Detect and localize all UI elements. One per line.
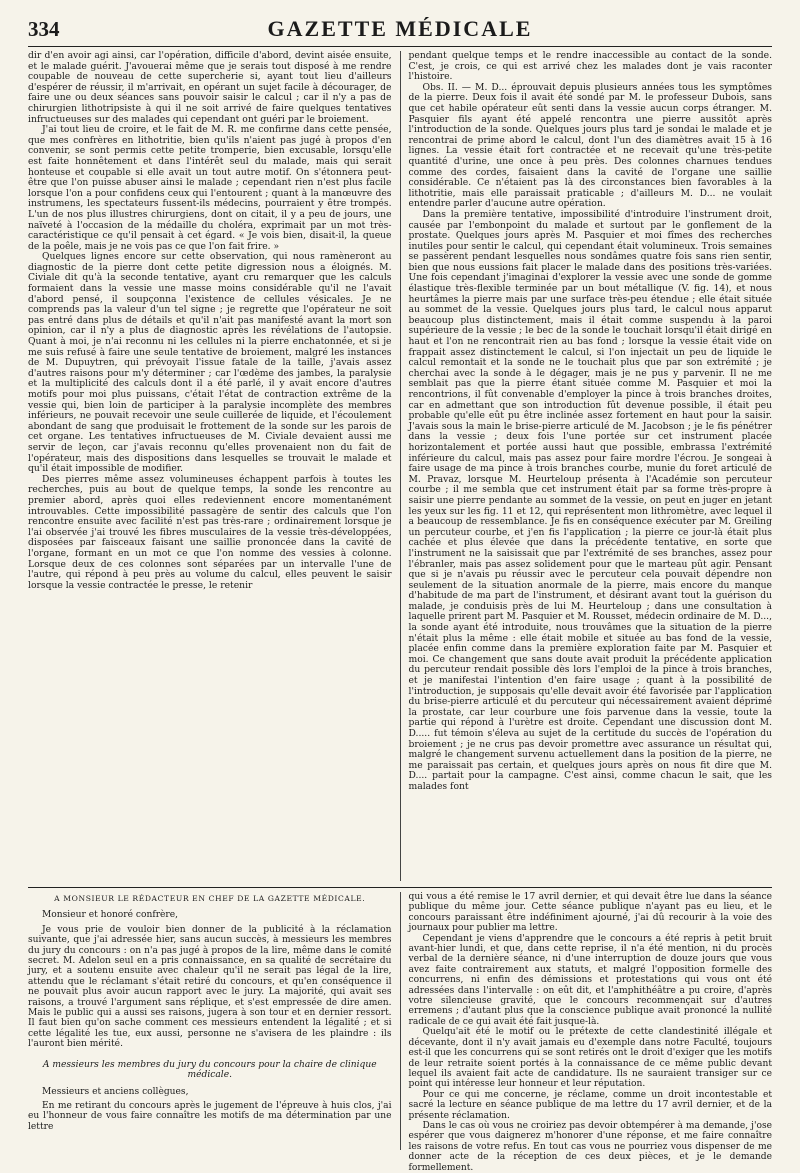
section-divider: [28, 887, 772, 888]
paragraph: Cependant je viens d'apprendre que le concours a été repris à petit bruit avant-hier lundi, et que, dans cette reprise, il n'a été mention, ni du procès verbal de la dernière séance, ni d'une interruption de douze jours que vous avez faite contrairement aux statuts, et malgré l'opposition formelle des concurrens, ni enfin des démissions et protestations qui vous ont été adressées dans l'intervalle : on eût dit, et l'amphithéâtre a pu croire, d'après votre silencieuse gravité, que le concours recommençait sur d'autres erremens ; d'autant plus que la conscience publique avait prononcé la nullité radicale de ce qui avait été fait jusque-là.: [408, 933, 772, 1027]
paragraph: Quelques lignes encore sur cette observation, qui nous ramèneront au diagnostic de la pierre dont cette petite digression nous a éloignés. M. Civiale dit qu'à la seconde tentative, ayant cru remarquer que les calculs formaient dans la vessie une masse moins considérable qu'il ne l'avait d'abord pensé, il soupçonna l'existence de cellules vésicales. Je ne comprends pas la valeur d'un tel signe ; je regrette que l'opérateur ne soit pas entré dans plus de détails et qu'il n'ait pas manifesté avant la mort son opinion, car il n'y a plus de diagnostic après les révélations de l'autopsie. Quant à moi, je n'ai reconnu ni les cellules ni la pierre enchatonnée, et si je me suis refusé à faire une seule tentative de broiement, malgré les instances de M. Dupuytren, qui prévoyait l'issue fatale de la taille, j'avais assez d'autres raisons pour m'y déterminer ; car l'œdème des jambes, la paralysie et la multiplicité des calculs dont il a été parlé, il y avait encore d'autres motifs pour moi plus puissans, c'était l'état de contraction extrême de la vessie qui, bien loin de participer à la paralysie incomplète des membres inférieurs, ne pouvait recevoir une seule cuillerée de liquide, et l'écoulement abondant de sang que produisait le frottement de la sonde sur les parois de cet organe. Les tentatives infructueuses de M. Civiale devaient aussi me servir de leçon, car j'avais reconnu qu'elles provenaient non du fait de l'opérateur, mais des dispositions dans lesquelles se trouvait le malade et qu'il était impossible de modifier.: [28, 251, 392, 475]
letters-section: [28, 892, 772, 1173]
paragraph: qui vous a été remise le 17 avril dernier, et qui devait être lue dans la séance publique du même jour. Cette séance publique n'ayant pas eu lieu, et le concours paraissant être indéfiniment ajourné, j'ai dû recourir à la voie des journaux pour publier ma lettre.: [408, 892, 772, 934]
salutation: Monsieur et honoré confrère,: [42, 910, 179, 921]
column-divider: [400, 51, 401, 881]
letter-title: A messieurs les membres du jury du concours pour la chaire de clinique médicale.: [42, 1059, 377, 1081]
page-number: 334: [28, 17, 60, 41]
paragraph: Pour ce qui me concerne, je réclame, comme un droit incontestable et sacré la lecture en séance publique de ma lettre du 17 avril dernier, et de la présente réclamation.: [408, 1089, 772, 1121]
right-column: [409, 51, 773, 881]
paragraph: Dans le cas où vous ne croiriez pas devoir obtempérer à ma demande, j'ose espérer que vous daignerez m'honorer d'une réponse, et me faire connaître les raisons de votre refus. En tout cas vous ne pourriez vous dispenser de me donner acte de la réception de ces deux pièces, et je le demande formellement.: [408, 1120, 772, 1173]
paragraph: Quelqu'ait été le motif ou le prétexte de cette clandestinité illégale et décevante, dont il n'y avait jamais eu d'exemple dans notre Faculté, toujours est-il que les concurrens qui se sont retirés ont le droit d'exiger que les motifs de leur retraite soient portés à la connaissance de ce même public devant lequel ils avaient fait acte de candidature. Ils ne sauraient transiger sur ce point qui intéresse leur honneur et leur réputation.: [408, 1027, 772, 1090]
left-column: [28, 51, 392, 881]
letter-heading: A MONSIEUR LE RÉDACTEUR EN CHEF DE LA GAZETTE MÉDICALE.: [54, 894, 366, 903]
column-divider: [400, 892, 401, 1150]
paragraph: Je vous prie de vouloir bien donner de la publicité à la réclamation suivante, que j'ai adressée hier, sans aucun succès, à messieurs les membres du jury du concours : on n'a pas jugé à propos de la lire, même dans le comité secret. M. Adelon seul en a pris connaissance, en sa qualité de secrétaire du jury, et a soutenu ensuite avec chaleur qu'il ne serait pas légal de la lire, attendu que le réclamant s'était retiré du concours, et qu'en conséquence il ne pouvait plus avoir aucun rapport avec le jury. La majorité, qui avait ses raisons, a trouvé l'argument sans réplique, et s'est empressée de dire amen. Mais le public qui a aussi ses raisons, jugera à son tour et en dernier ressort. Il faut bien qu'on sache comment ces messieurs entendent la légalité ; et si cette légalité les tue, eux aussi, personne ne s'avisera de les plaindre : ils l'auront bien mérité.: [28, 924, 392, 1050]
paragraph: dir d'en avoir agi ainsi, car l'opération, difficile d'abord, devint aisée ensuite, et le malade guérit. J'avouerai même que je serais tout disposé à me rendre coupable de nouveau de cette supercherie si, ayant tout lieu d'ailleurs d'espérer de réussir, il m'arrivait, en opérant un sujet facile à décourager, de faire une ou deux séances sans pouvoir saisir le calcul ; car il n'y a pas de chirurgien lithotripsiste à qui il ne soit arrivé de faire quelques tentatives infructueuses sur des malades qui cependant ont guéri par le broiement.: [28, 50, 392, 125]
paragraph: Dans la première tentative, impossibilité d'introduire l'instrument droit, causée par l'embonpoint du malade et surtout par le gonflement de la prostate. Quelques jours après M. Pasquier et moi fîmes des recherches inutiles pour sentir le calcul, qui cependant était volumineux. Trois semaines se passèrent pendant lesquelles nous sondâmes quatre fois sans rien sentir, bien que nous eussions fait placer le malade dans des positions très-variées. Une fois cependant j'imaginai d'explorer la vessie avec une sonde de gomme élastique très-flexible terminée par un bout métallique (V. fig. 14), et nous heurtâmes la pierre mais par une surface très-peu étendue ; elle était située au sommet de la vessie. Quelques jours plus tard, le calcul nous apparut beaucoup plus distinctement, mais il était comme suspendu à la paroi supérieure de la vessie ; le bec de la sonde le touchait lorsqu'il était dirigé en haut et l'on ne rencontrait rien au bas fond ; lorsque la vessie était vide on frappait assez distinctement le calcul, si l'on injectait un peu de liquide le calcul remontait et la sonde ne le touchait plus que par son extrémité ; je cherchai avec la sonde à le dégager, mais je ne pus y parvenir. Il ne me semblait pas que la pierre étant située comme M. Pasquier et moi la rencontrions, il fût convenable d'employer la pince à trois branches droites, car en admettant que son introduction fût devenue possible, il était peu probable qu'elle eût pu être inclinée assez fortement en haut pour la saisir. J'avais sous la main le brise-pierre articulé de M. Jacobson ; je le fis pénétrer dans la vessie ; deux fois l'une portée sur cet instrument placée horizontalement et portée aussi haut que possible, embrassa l'extrémité inférieure du calcul, mais pas assez pour faire mordre l'écrou. Je songeai à faire usage de ma pince à trois branches courbe, munie du foret articulé de M. Pravaz, lorsque M. Heurteloup présenta à l'Académie son percuteur courbe ; il me sembla que cet instrument était par sa forme très-propre à saisir une pierre pendante au sommet de la vessie, on peut en juger en jetant les yeux sur les fig. 11 et 12, qui représentent mon lithromètre, avec lequel il a beaucoup de ressemblance. Je fis en conséquence exécuter par M. Greiling un percuteur courbe, et j'en fis l'application ; la pierre ce jour-là était plus cachée et plus élevée que dans la précédente tentative, en sorte que l'instrument ne la saisissait que par l'extrémité de ses branches, assez pour l'ébranler, mais pas assez solidement pour que le marteau pût agir. Pensant que si je n'avais pu réussir avec le percuteur cela pouvait dépendre non seulement de la situation anormale de la pierre, mais encore du manque d'habitude de ma part de l'instrument, et désirant avant tout la guérison du malade, je conduisis près de lui M. Heurteloup ; dans une consultation à laquelle prirent part M. Pasquier et M. Rousset, médecin ordinaire de M. D..., la sonde ayant été introduite, nous trouvâmes que la situation de la pierre n'était plus la même : elle était mobile et située au bas fond de la vessie, placée enfin comme dans la première exploration faite par M. Pasquier et moi. Ce changement que sans doute avait produit la précédente application du percuteur rendait possible dès lors l'emploi de la pince à trois branches, et je manifestai l'intention d'en faire usage ; quant à la possibilité de l'introduction, je supposais qu'elle devait avoir été favorisée par l'application du brise-pierre articulé et du percuteur qui nécessairement avaient déprimé la prostate, car leur courbure une fois parvenue dans la vessie, toute la partie qui répond à l'urètre est droite. Cependant une discussion dont M. D..... fut témoin s'éleva au sujet de la certitude du succès de l'opération du broiement ; je ne crus pas devoir promettre avec assurance un résultat qui, malgré le changement survenu actuellement dans la position de la pierre, ne me paraissait pas certain, et quelques jours après on nous fit dire que M. D.... partait pour la campagne. C'est ainsi, comme chacun le sait, que les malades font: [408, 208, 772, 792]
journal-title: GAZETTE MÉDICALE: [267, 16, 533, 41]
letter-right-column: [408, 892, 773, 1173]
paragraph: pendant quelque temps et le rendre inaccessible au contact de la sonde. C'est, je crois, ce qui est arrivé chez les malades dont je vais raconter l'histoire.: [408, 50, 772, 83]
main-article: [28, 51, 772, 881]
paragraph: J'ai tout lieu de croire, et le fait de M. R. me confirme dans cette pensée, que mes confrères en lithotritie, bien qu'ils n'aient pas jugé à propos d'en convenir, se sont permis cette petite tromperie, bien excusable, lorsqu'elle est faite honnêtement et dans l'intérêt seul du malade, mais qui serait honteuse et coupable si elle avait un tout autre motif. On s'étonnera peut-être que l'on puisse abuser ainsi le malade ; cependant rien n'est plus facile lorsque l'on a pour confidens ceux qui l'entourent ; quant à la manœuvre des instrumens, les spectateurs fussent-ils médecins, pourraient y être trompés. L'un de nos plus illustres chirurgiens, dont on citait, il y a peu de jours, une naïveté à l'occasion de la médaille du choléra, exprimait par un mot très-caractéristique ce qu'il pensait à cet égard. « Je vois bien, disait-il, la queue de la poêle, mais je ne vois pas ce que l'on fait frire. »: [28, 124, 392, 252]
page-header: [28, 16, 772, 47]
letter-left-column: [28, 892, 392, 1150]
paragraph: Des pierres même assez volumineuses échappent parfois à toutes les recherches, puis au bout de quelque temps, la sonde les rencontre au premier abord, après quoi elles redeviennent encore momentanément introuvables. Cette impossibilité passagère de sentir des calculs que l'on rencontre ensuite avec facilité n'est pas très-rare ; ordinairement lorsque je l'ai observée j'ai trouvé les fibres musculaires de la vessie très-développées, disposées par faisceaux faisant une saillie prononcée dans la cavité de l'organe, formant en un mot ce que l'on nomme des vessies à colonne. Lorsque deux de ces colonnes sont séparées par un intervalle l'une de l'autre, qui répond à peu près au volume du calcul, elles peuvent le saisir lorsque la vessie contractée le presse, le retenir: [28, 473, 392, 591]
paragraph: Obs. II. — M. D... éprouvait depuis plusieurs années tous les symptômes de la pierre. Deux fois il avait été sondé par M. le professeur Dubois, sans que cet habile opérateur eût senti dans la vessie aucun corps étranger. M. Pasquier fils ayant été appelé rencontra une pierre aussitôt après l'introduction de la sonde. Quelques jours plus tard je sondai le malade et je rencontrai de prime abord le calcul, dont l'un des diamètres avait 15 à 16 lignes. La vessie était fort contractée et ne recevait qu'une très-petite quantité d'urine, une once à peu près. Des colonnes charnues tendues comme des cordes, faisaient dans la cavité de l'organe une saillie considérable. Ce n'étaient pas là des circonstances bien favorables à la lithotritie, mais elle paraissait praticable ; d'ailleurs M. D... ne voulait entendre parler d'aucune autre opération.: [408, 81, 772, 210]
paragraph: En me retirant du concours après le jugement de l'épreuve à huis clos, j'ai eu l'honneur de vous faire connaître les motifs de ma détermination par une lettre: [28, 1100, 392, 1132]
salutation: Messieurs et anciens collègues,: [42, 1086, 189, 1097]
